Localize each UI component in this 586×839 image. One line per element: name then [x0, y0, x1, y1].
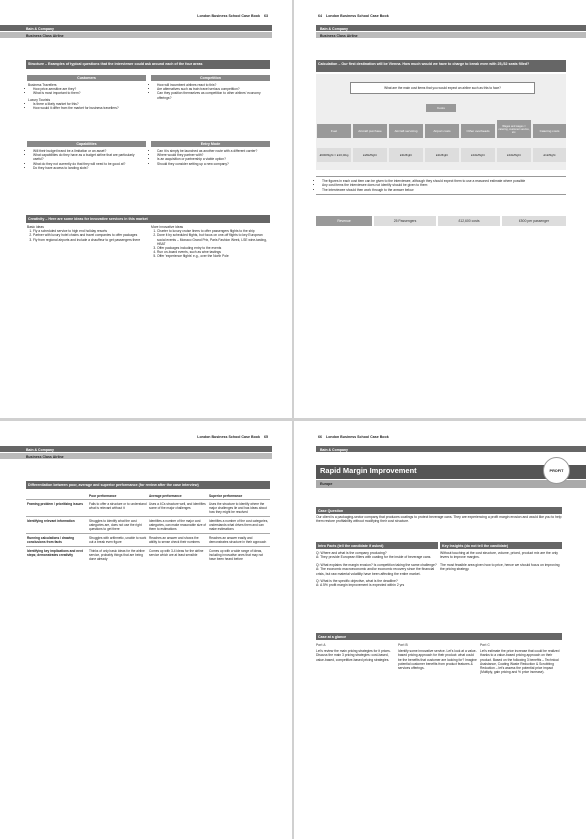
perf-title: Differentiation between poor, average and superior performance (for review after the case interview) [26, 481, 270, 489]
table-row: Identifying key implications and next steps; demonstrates creativity Thinks of only basic ideas for the airline service, probably things that are being done already Comes up with 3-4 ideas for the airline service which are at least sensible Comes up with a wide range of ideas, including innovative ones that may not have been heard before [26, 547, 270, 564]
page-65 [0, 421, 292, 839]
question-box: What are the main cost items that you would expect an airline such as this to face? [350, 82, 535, 94]
part-a: Part A Let's review the main pricing strategies for it prices. Discuss the main 3 pricing strategies: cost-based, value-based, competitive-based pricing strategies. [316, 643, 391, 662]
notes: • The figures in each cost item can be given to the interviewee, although they should expect them to use a reasoned estimate where possible • Any cost items the interviewee does not identify should be given to them • The interviewee should then work through to the answer below [316, 176, 566, 195]
page-66 [294, 421, 586, 839]
company-name: Bain & Company [26, 448, 55, 452]
company-bar [316, 446, 586, 452]
case-title: Business Class Airline [320, 34, 358, 38]
cost-item: Other overheads [461, 124, 495, 138]
quadrant-competition: Competition • How will incumbent airlines react to this? • Are alternatives such as train travel serious competition? • Can they position themselves as competition to other airlines' economy offerings? [151, 75, 270, 102]
cost-item: Aircraft servicing [389, 124, 423, 138]
cost-item: Airport costs [425, 124, 459, 138]
running-header: 66 London Business School Case Book [318, 435, 389, 439]
company-name: Bain & Company [320, 448, 349, 452]
revenue-label: Revenue [316, 216, 372, 226]
region: Europe [320, 482, 333, 486]
rev-item: 25 Passengers [374, 216, 436, 226]
key-insights: Without touching at the cost structure, volume, priced, product mix are the only levers to improve margins. The most feasible area given how to price, hence we should focus on improving the pricing strategy. [440, 551, 560, 572]
running-header: London Business School Case Book 65 [197, 435, 268, 439]
creativity-title: Creativity – Here are some ideas for innovative services in this market [26, 215, 270, 223]
cost-item: Aircraft purchase [353, 124, 387, 138]
basic-ideas: Basic ideas 1. Fly a scheduled service to high end holiday resorts 2. Partner with luxury hotel chains and travel companies to offer packages 3. Fly from regional airports and include a chauffeur to get passengers there [27, 225, 145, 242]
table-row: Identifying relevant information Struggles to identify what the cost categories are, does not use the right questions to get there Identifies a number of the major cost categories, can make reasonable size of them to estimations Identifies a number of the cost categories, understands what drives them and can make estimations [26, 517, 270, 534]
cost-value: £10k/flight [461, 148, 495, 162]
cost-item: Fuel [317, 124, 351, 138]
case-question-title: Case Question [316, 507, 562, 514]
cost-value: £20k/flight [353, 148, 387, 162]
intro-facts: Q: Where and what is the company producing? A: They provide European fillers with coating for the inside of beverage cans. Q: What explains the margin erosion? Is competition taking the same challenge? A: The economic macroeconomic and/or economic recovery since the financial crisis, but raw material volatility have been affecting the entire market. Q: What is the specific objective, what is the deadline? A: A 5% profit margin improvement is expected within 2 yrs [316, 551, 437, 588]
region-bar [316, 480, 586, 488]
case-title: Business Class Airline [26, 34, 64, 38]
rev-item: £500 per passenger [502, 216, 566, 226]
case-title: Business Class Airline [26, 455, 64, 459]
costs-node: Costs [426, 104, 456, 112]
glance-title: Case at a glance [316, 633, 562, 640]
case-title: Rapid Margin Improvement [320, 466, 417, 475]
page-64 [294, 0, 586, 418]
calc-title: Calculation – Our first destination will be Vienna. How much would we have to charge to break even with 25,/32 seats filled? [316, 60, 566, 72]
part-c: Part C Let's estimate the price increase that could be realized thanks to a value-based pricing approach on their product. Based on the following 3 benefits – Technical Assistance, Coating Waste Reduction & Scrubbing Reduction – let's assess the potential price impact (Multiply, gain pricing and % price increase). [480, 643, 560, 675]
running-header: London Business School Case Book 63 [197, 14, 268, 18]
key-insights-title: Key Insights (do not tell the candidate) [440, 542, 562, 549]
section-title: Structure – Examples of typical questions that the interviewer could ask around each of the four areas [26, 60, 270, 69]
intro-facts-title: Intro Facts (tell the candidate if asked) [316, 542, 438, 549]
profit-badge: PROFIT [543, 457, 570, 484]
innovative-ideas: More innovative ideas 1. Charter to luxury cruise liners to offer passengers flights to the ship 2. Done it by scheduled flights, but focus on one-off flights to key European social events – Monaco Grand Prix, Paris Fashion Week, LSE wine-tasting, HBAT 3. Offer packages including entry to the events 4. Run on-board events, such as wine tastings 5. Offer 'experience flights' e.g., over the North Pole [151, 225, 271, 259]
cost-item: Wages and wages = catering, customer service, etc. [497, 120, 531, 138]
performance-table: Poor performance Average performance Superior performance Framing problem / prioritizing issues Fails to offer a structure or to understand what is relevant without it Uses a 4Cs structure well, and identifies some of the major challenges Uses the structure to identify where the major challenges lie and has ideas about how they might be resolved Identifying relevant information Struggles to identify what the cost categories are, does not use the right questions to get there Identifies a number of the major cost categories, can make reasonable size of them to estimations Identifies a number of the cost categories, understands what drives them and can make estimations Running calculations / drawing conclusions from facts Struggles with arithmetic, unable to work out a break even figure Reaches an answer and shows the ability to sense check their numbers Reaches an answer easily and demonstrates structure in their approach Identifying key implications and next steps; demonstrates creativity Thinks of only basic ideas for the airline service, probably things that are being done already Comes up with 3-4 ideas for the airline service which are at least sensible Comes up with a wide range of ideas, including innovative ones that may not have been heard before [27, 494, 269, 561]
running-header: 64 London Business School Case Book [318, 14, 389, 18]
table-row: Framing problem / prioritizing issues Fails to offer a structure or to understand what is relevant without it Uses a 4Cs structure well, and identifies some of the major challenges Uses the structure to identify where the major challenges lie and has ideas about how they might be resolved [26, 500, 270, 517]
table-row: Running calculations / drawing conclusions from facts Struggles with arithmetic, unable to work out a break even figure Reaches an answer and shows the ability to sense check their numbers Reaches an answer easily and demonstrates structure in their approach [26, 534, 270, 547]
company-name: Bain & Company [320, 27, 349, 31]
company-bar [316, 25, 586, 31]
company-name: Bain & Company [26, 27, 55, 31]
rev-item: £12,600 costs [438, 216, 500, 226]
quadrant-capabilities: Capabilities • Will their budget brand be a limitation or an asset? • What capabilities do they have as a budget airline that are particularly useful? • What do they not currently do that they will need to be good at? • Do they have access to landing slots? [27, 141, 146, 172]
cost-value: £1k/flight [533, 148, 566, 162]
part-b: Part B Identify some innovative service. Let's look at a value-based pricing approach for their product: what could be the benefits that customer are looking for? Imagine potential customer benefits from product features & services offerings. [398, 643, 477, 671]
cost-value: £600/flight = £10,0/kg [317, 148, 351, 162]
case-question-text: Our client is a packaging-sector company that produces coatings to protect beverage cans. They are experiencing a profit margin erosion and would like you to help them restore profitability without modifying their cost structure. [316, 515, 562, 524]
cost-value: £10k/flight [497, 148, 531, 162]
cost-value: £2k/flight [425, 148, 459, 162]
quadrant-customers: Customers Business Travellers • How price-sensitive are they? • What is most important to them? Luxury Tourists • Is there a likely market for this? • How would it differ from the market for business travellers? [27, 75, 146, 112]
cost-item: Catering costs [533, 124, 566, 138]
cost-value: £3k/flight [389, 148, 423, 162]
quadrant-entry-mode: Entry Mode • Can it is simply be launched as another route with a different carrier? • Where would they partner with? • Is an acquisition or partnership a viable option? • Should they consider setting up a new company? [151, 141, 270, 168]
page-63 [0, 0, 292, 418]
